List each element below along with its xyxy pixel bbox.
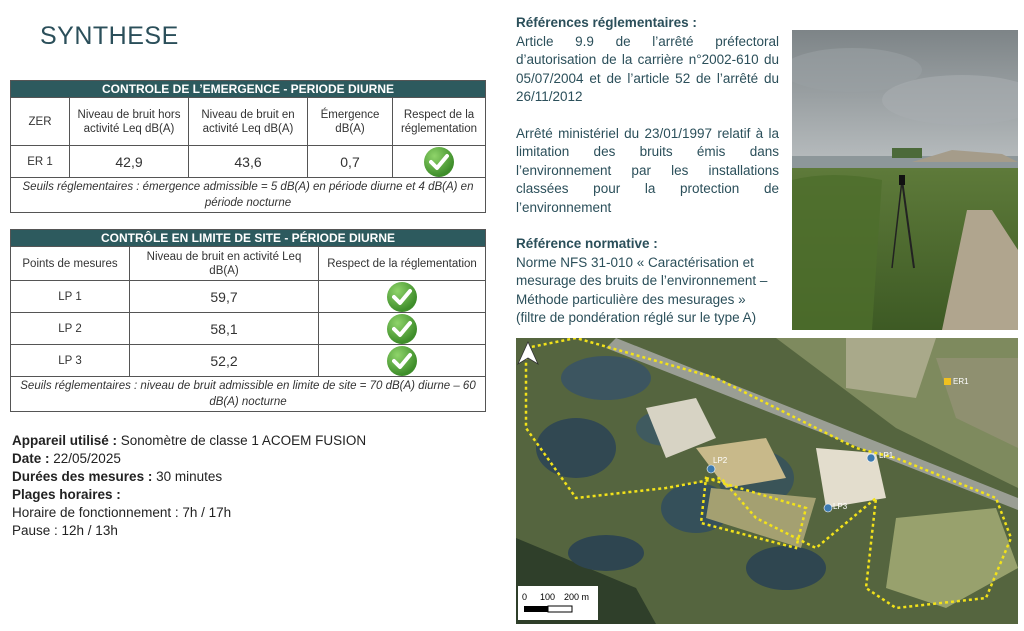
er1-label: ER1 [953,377,969,386]
scale-mid: 100 [540,592,556,602]
table-row [11,146,486,178]
lp2-label: LP2 [713,456,728,465]
cell-en: 43,6 [189,146,308,178]
cell-emergence: 0,7 [308,146,393,178]
table-row [11,313,486,345]
lp3-marker [824,504,832,512]
horaire-text: Horaire de fonctionnement : 7h / 17h [12,505,232,520]
emergence-table [10,80,486,213]
emergence-table-header: CONTROLE DE L’EMERGENCE - PERIODE DIURNE [11,81,486,98]
appareil-label: Appareil utilisé : [12,433,118,448]
date-label: Date : [12,451,50,466]
col-points: Points de mesures [11,247,130,281]
page-title: SYNTHESE [40,22,179,50]
date-value: 22/05/2025 [49,451,121,466]
measurement-info [12,432,366,540]
cell-level: 52,2 [130,345,319,377]
emergence-note: Seuils réglementaires : émergence admissible = 5 dB(A) en période diurne et 4 dB(A) en période nocturne [11,178,486,213]
check-icon [387,282,417,312]
table-row [11,281,486,313]
cell-level: 58,1 [130,313,319,345]
cell-zer: ER 1 [11,146,70,178]
site-photo [792,30,1018,330]
norm-title: Référence normative : [516,236,658,251]
limite-site-table-header: CONTRÔLE EN LIMITE DE SITE - PÉRIODE DIURNE [11,230,486,247]
check-icon [387,346,417,376]
col-zer: ZER [11,98,70,146]
durees-label: Durées des mesures : [12,469,153,484]
check-icon [424,147,454,177]
lp1-marker [867,454,875,462]
lp3-label: LP3 [833,502,848,511]
lp2-marker [707,465,715,473]
col-emergence: Émergence dB(A) [308,98,393,146]
site-map [516,338,1018,624]
table-row [11,345,486,377]
references-block [516,14,779,328]
norm-text: Norme NFS 31-010 « Caractérisation et mesurage des bruits de l’environnement – Méthode particulière des mesurages » (filtre de pondération réglé sur le type A) [516,254,768,325]
pause-text: Pause : 12h / 13h [12,523,118,538]
reg-title: Références réglementaires : [516,15,697,30]
cell-point: LP 2 [11,313,130,345]
col-hors-activite: Niveau de bruit hors activité Leq dB(A) [70,98,189,146]
cell-point: LP 1 [11,281,130,313]
reg-text-1: Article 9.9 de l’arrêté préfectoral d’autorisation de la carrière n°2002-610 du 05/07/2004 et de l’article 52 de l’arrêté du 26/11/2012 [516,33,779,104]
durees-value: 30 minutes [152,469,223,484]
col-en-activite: Niveau de bruit en activité Leq dB(A) [189,98,308,146]
plages-label: Plages horaires : [12,487,121,502]
cell-level: 59,7 [130,281,319,313]
check-icon [387,314,417,344]
cell-point: LP 3 [11,345,130,377]
er1-marker [944,378,951,385]
limite-site-table [10,229,486,412]
cell-hors: 42,9 [70,146,189,178]
col-respect: Respect de la réglementation [393,98,486,146]
scale-zero: 0 [522,592,528,602]
col-respect: Respect de la réglementation [319,247,486,281]
limite-site-note: Seuils réglementaires : niveau de bruit admissible en limite de site = 70 dB(A) diurne – 60 dB(A) nocturne [11,377,486,412]
col-niveau: Niveau de bruit en activité Leq dB(A) [130,247,319,281]
scale-bar [524,606,548,612]
reg-text-2: Arrêté ministériel du 23/01/1997 relatif à la limitation des bruits émis dans l’environnement par les installations classées pour la protection de l’environnement [516,125,779,215]
appareil-value: Sonomètre de classe 1 ACOEM FUSION [117,433,367,448]
lp1-label: LP1 [879,451,894,460]
scale-end: 200 m [564,592,590,602]
